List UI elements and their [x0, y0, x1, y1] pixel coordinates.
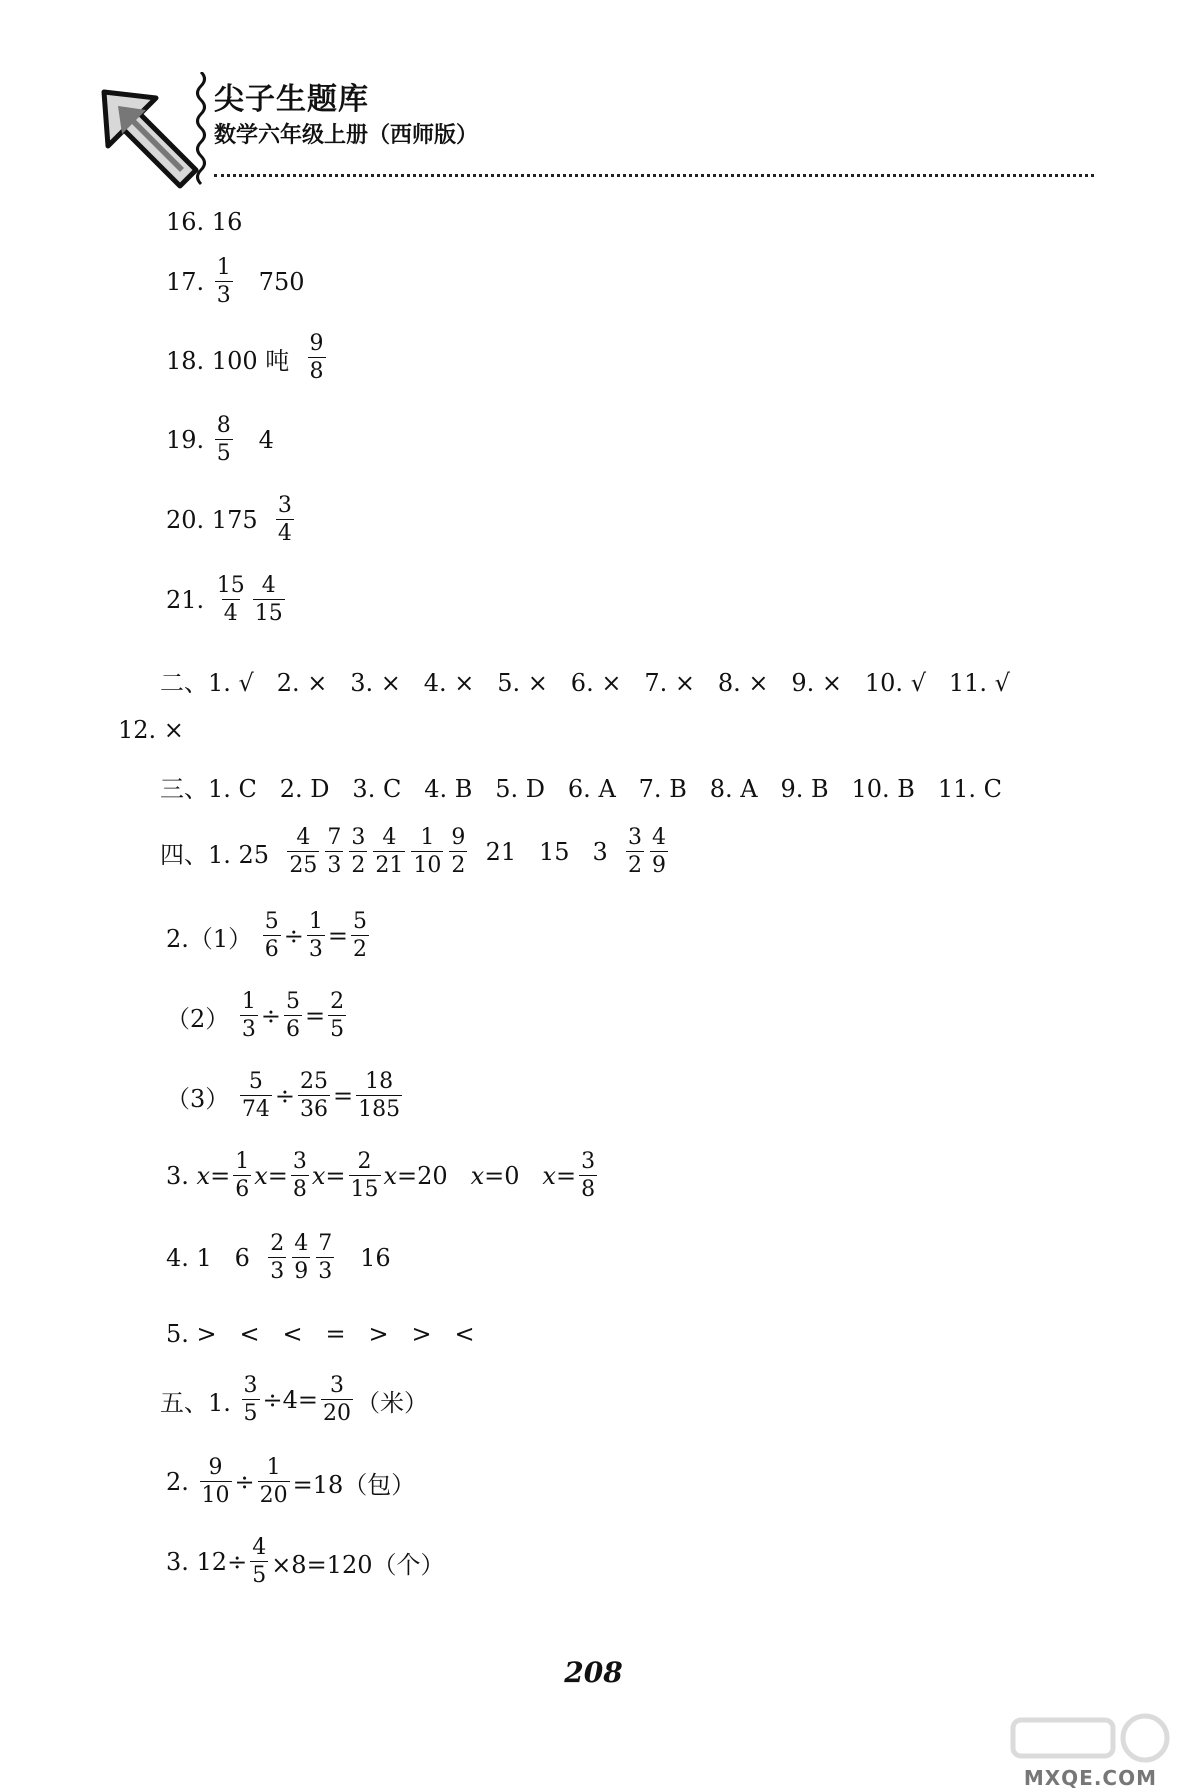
answer-text: 21 15 3 [470, 838, 623, 866]
answer-line [166, 1532, 444, 1592]
answer-text: （2） [166, 1004, 237, 1033]
numerator: 5 [264, 909, 279, 934]
denominator: 4 [223, 601, 238, 626]
answer-text: 21. [166, 586, 212, 614]
wavy-divider-icon [194, 72, 208, 188]
variable: x [383, 1162, 398, 1190]
variable: x [542, 1162, 556, 1190]
fraction [308, 333, 326, 383]
fraction [240, 991, 258, 1041]
denominator: 21 [375, 853, 404, 878]
denominator: 5 [252, 1563, 267, 1588]
answer-text: = [325, 1162, 346, 1190]
numerator: 3 [330, 1373, 345, 1398]
answer-text: 五、1. [160, 1388, 239, 1417]
numerator: 9 [451, 825, 466, 850]
denominator: 15 [254, 601, 283, 626]
denominator: 6 [264, 937, 279, 962]
denominator: 10 [201, 1483, 230, 1508]
denominator: 3 [241, 1017, 256, 1042]
denominator: 74 [241, 1097, 270, 1122]
answer-line [166, 570, 288, 630]
answer-text: =18（包） [292, 1470, 416, 1499]
denominator: 2 [451, 853, 466, 878]
variable: x [254, 1162, 268, 1190]
numerator: 3 [292, 1149, 307, 1174]
answer-line [118, 700, 184, 760]
denominator: 10 [413, 853, 442, 878]
numerator: 15 [216, 573, 245, 598]
numerator: 18 [365, 1069, 394, 1094]
answer-line [166, 1066, 405, 1126]
numerator: 1 [235, 1149, 250, 1174]
brand-title: 尖子生题库 [214, 82, 369, 117]
answer-text: 12. × [118, 716, 184, 744]
numerator: 4 [296, 825, 311, 850]
answer-line [166, 328, 329, 388]
answer-text: 2.（1） [166, 924, 260, 953]
numerator: 2 [330, 989, 345, 1014]
answer-text: ÷ [260, 1002, 282, 1030]
numerator: 7 [327, 825, 342, 850]
denominator: 2 [351, 853, 366, 878]
numerator: 5 [248, 1069, 263, 1094]
fraction [449, 827, 467, 877]
page-number: 208 [564, 1656, 623, 1689]
numerator: 7 [318, 1231, 333, 1256]
denominator: 8 [581, 1177, 596, 1202]
fraction [276, 495, 294, 545]
numerator: 4 [651, 825, 666, 850]
answer-line [166, 252, 305, 312]
fraction [215, 575, 247, 625]
numerator: 1 [241, 989, 256, 1014]
numerator: 4 [261, 573, 276, 598]
fraction [307, 911, 325, 961]
answer-text: =0 [484, 1162, 543, 1190]
fraction [253, 575, 285, 625]
fraction [298, 1071, 330, 1121]
answer-line [166, 1228, 391, 1288]
fraction [349, 1151, 381, 1201]
fraction [200, 1457, 232, 1507]
dotted-rule [214, 174, 1094, 177]
answer-text: 3. [166, 1162, 197, 1190]
numerator: 2 [270, 1231, 285, 1256]
watermark-text: MXQE.COM [1023, 1766, 1157, 1790]
variable: x [196, 1162, 211, 1190]
denominator: 9 [651, 853, 666, 878]
answer-line [160, 1370, 428, 1430]
numerator: 8 [216, 413, 231, 438]
answer-text: 三、1. C 2. D 3. C 4. B 5. D 6. A 7. B 8. A 9. B 10. B 11. C [160, 774, 1002, 803]
answer-text: 5. > < < = > > < [166, 1320, 475, 1348]
answer-text: 2. [166, 1468, 197, 1496]
numerator: 1 [266, 1455, 281, 1480]
fraction [284, 991, 302, 1041]
answer-text: 20. 175 [166, 506, 273, 534]
denominator: 5 [216, 441, 231, 466]
denominator: 20 [323, 1401, 352, 1426]
fraction [258, 1457, 290, 1507]
answer-line [166, 490, 297, 550]
numerator: 3 [351, 825, 366, 850]
denominator: 5 [243, 1401, 258, 1426]
fraction [356, 1071, 402, 1121]
denominator: 9 [294, 1259, 309, 1284]
numerator: 1 [308, 909, 323, 934]
denominator: 3 [318, 1259, 333, 1284]
answer-text: ÷4= [262, 1386, 319, 1414]
numerator: 3 [627, 825, 642, 850]
numerator: 1 [420, 825, 435, 850]
fraction [411, 827, 443, 877]
fraction [650, 827, 668, 877]
numerator: 5 [353, 909, 368, 934]
answer-text: 四、1. 25 [160, 840, 285, 869]
answer-text: = [267, 1162, 288, 1190]
fraction [349, 827, 367, 877]
numerator: 9 [309, 331, 324, 356]
fraction [321, 1375, 353, 1425]
denominator: 6 [235, 1177, 250, 1202]
answer-text: 17. [166, 268, 212, 296]
fraction [373, 827, 405, 877]
answer-text: ÷ [283, 922, 304, 950]
answer-line [166, 986, 349, 1046]
arrow-logo-icon [96, 84, 206, 194]
answer-text: 二、1. √ 2. × 3. × 4. × 5. × 6. × 7. × 8. × 9. × 10. √ 11. √ [160, 668, 1010, 697]
page-header [96, 64, 1096, 194]
answer-text: 19. [166, 426, 212, 454]
denominator: 185 [358, 1097, 401, 1122]
fraction [351, 911, 369, 961]
denominator: 25 [289, 853, 318, 878]
numerator: 25 [300, 1069, 329, 1094]
answer-text: 3. 12÷ [166, 1548, 248, 1576]
fraction [240, 1071, 272, 1121]
answer-text: 750 [235, 268, 305, 296]
answer-text: = [555, 1162, 577, 1190]
denominator: 4 [277, 521, 292, 546]
answer-text: ×8=120（个） [271, 1550, 445, 1579]
book-subtitle: 数学六年级上册（西师版） [214, 123, 479, 148]
answer-line [166, 410, 274, 470]
answer-line [166, 192, 242, 252]
answer-text: ÷ [274, 1082, 296, 1110]
fraction [328, 991, 346, 1041]
fraction [233, 1151, 251, 1201]
answer-text: （米） [356, 1388, 429, 1417]
numerator: 9 [208, 1455, 223, 1480]
numerator: 3 [243, 1373, 258, 1398]
answer-line [160, 650, 1010, 710]
denominator: 6 [286, 1017, 301, 1042]
answer-line [160, 756, 1002, 816]
variable: x [470, 1162, 485, 1190]
answer-text: 4. 1 6 [166, 1244, 266, 1272]
denominator: 36 [300, 1097, 329, 1122]
fraction [325, 827, 343, 877]
numerator: 4 [382, 825, 397, 850]
numerator: 3 [581, 1149, 596, 1174]
denominator: 5 [330, 1017, 345, 1042]
fraction [215, 257, 233, 307]
denominator: 3 [216, 283, 231, 308]
denominator: 3 [308, 937, 323, 962]
numerator: 4 [252, 1535, 267, 1560]
answer-text: 18. 100 吨 [166, 346, 305, 375]
numerator: 1 [216, 255, 231, 280]
answer-line [166, 1452, 415, 1512]
fraction [242, 1375, 260, 1425]
fraction [626, 827, 644, 877]
answer-text: = [305, 1002, 326, 1030]
answer-text: =20 [397, 1162, 471, 1190]
denominator: 2 [627, 853, 642, 878]
answer-text: = [210, 1162, 231, 1190]
fraction [268, 1233, 286, 1283]
denominator: 15 [350, 1177, 379, 1202]
numerator: 2 [357, 1149, 372, 1174]
denominator: 2 [353, 937, 368, 962]
answer-text: 16 [337, 1244, 391, 1272]
numerator: 5 [286, 989, 301, 1014]
answer-line [160, 822, 671, 882]
answer-line [166, 906, 372, 966]
denominator: 8 [292, 1177, 307, 1202]
fraction [215, 415, 233, 465]
answer-line [166, 1304, 475, 1364]
fraction [579, 1151, 597, 1201]
denominator: 8 [309, 359, 324, 384]
answer-line [166, 1146, 600, 1206]
denominator: 20 [259, 1483, 288, 1508]
numerator: 4 [294, 1231, 309, 1256]
answer-text: 4 [235, 426, 274, 454]
fraction [287, 827, 319, 877]
variable: x [311, 1162, 326, 1190]
fraction [250, 1537, 268, 1587]
answer-text: = [333, 1082, 354, 1110]
fraction [263, 911, 281, 961]
denominator: 3 [270, 1259, 285, 1284]
numerator: 3 [277, 493, 292, 518]
fraction [292, 1233, 310, 1283]
answer-text: ÷ [234, 1468, 255, 1496]
fraction [316, 1233, 334, 1283]
answer-text: = [327, 922, 349, 950]
denominator: 3 [327, 853, 342, 878]
answer-text: （3） [166, 1084, 237, 1113]
answer-text: 16. 16 [166, 208, 243, 236]
fraction [291, 1151, 309, 1201]
